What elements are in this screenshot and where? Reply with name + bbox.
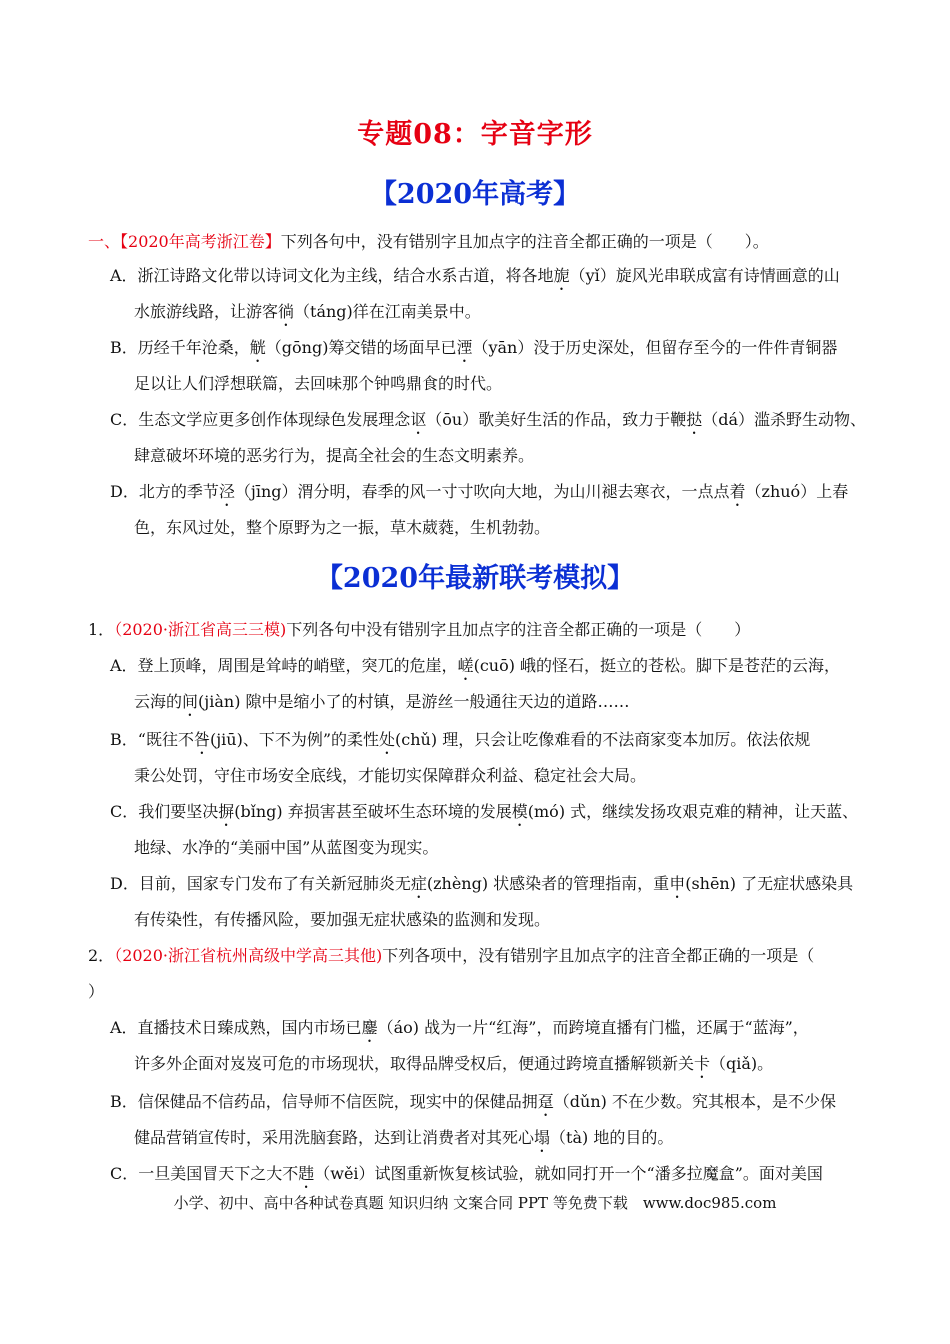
dotted-char: 泾	[218, 482, 235, 501]
q2-option-a-line2: 许多外企面对岌岌可危的市场现状，取得品牌受权后，便通过跨境直播解锁新关卡（qiǎ)。	[134, 1054, 774, 1073]
q0-option-d-line2: 色，东风过处，整个原野为之一振，草木葳蕤，生机勃勃。	[134, 518, 551, 537]
dotted-char: 趸	[537, 1092, 554, 1111]
section-heading-mock: 【2020年最新联考模拟】	[315, 563, 635, 594]
q1-option-a-line1: A．登上顶峰，周围是耸峙的峭壁，突兀的危崖，嵯(cuō) 峨的怪石，挺立的苍松。脚下是苍茫的云海，	[110, 656, 841, 675]
question-2-stem-cont: ）	[88, 982, 105, 1001]
question-text: 下列各句中没有错别字且加点字的注音全都正确的一项是（ ）	[286, 620, 751, 639]
q1-option-a-line2: 云海的间(jiàn) 隙中是缩小了的村镇，是游丝一般通往天边的道路……	[134, 692, 630, 711]
q1-option-c-line2: 地绿、水净的“美丽中国”从蓝图变为现实。	[134, 838, 439, 857]
question-0-stem	[88, 232, 769, 252]
q0-option-d-line1: D．北方的季节泾（jīng）渭分明，春季的风一寸寸吹向大地，为山川褪去寒衣，一点点着（zhuó）上春	[110, 482, 849, 501]
q1-option-d-line2: 有传染性，有传播风险，要加强无症状感染的监测和发现。	[134, 910, 551, 929]
section-heading-gaokao: 【2020年高考】	[369, 179, 581, 210]
dotted-char: 旎	[553, 266, 570, 285]
question-number: 1．	[88, 620, 115, 639]
dotted-char: 处	[379, 730, 396, 749]
q2-option-c-line1: C．一旦美国冒天下之大不韪（wěi）试图重新恢复核试验，就如同打开一个“潘多拉魔盒”。面对美国	[110, 1164, 823, 1183]
q2-option-a-line1: A．直播技术日臻成熟，国内市场已鏖（áo) 战为一片“红海”，而跨境直播有门槛，还属于“蓝海”，	[110, 1018, 809, 1037]
question-number: 一、	[88, 232, 121, 251]
question-text: 下列各项中，没有错别字且加点字的注音全都正确的一项是（	[382, 946, 815, 965]
dotted-char: 间	[182, 692, 199, 711]
page-footer[interactable]: 小学、初中、高中各种试卷真题 知识归纳 文案合同 PPT 等免费下载 www.doc985.com	[173, 1194, 777, 1212]
q1-option-b-line1: B．“既往不咎(jiū)、下不为例”的柔性处(chǔ) 理，只会让吃像难看的不法商家变本加厉。依法依规	[110, 730, 811, 749]
dotted-char: 摒	[218, 802, 235, 821]
q0-option-a-line1: A．浙江诗路文化带以诗词文化为主线，结合水系古道，将各地旎（yǐ）旋风光串联成富有诗情画意的山	[110, 266, 840, 285]
q0-option-b-line2: 足以让人们浮想联篇，去回味那个钟鸣鼎食的时代。	[134, 374, 503, 393]
dotted-char: 卡	[694, 1054, 711, 1073]
dotted-char: 申	[669, 874, 686, 893]
q2-option-b-line2: 健品营销宣传时，采用洗脑套路，达到让消费者对其死心塌（tà) 地的目的。	[134, 1128, 674, 1147]
document-title: 专题08：字音字形	[357, 119, 593, 150]
dotted-char: 模	[511, 802, 528, 821]
dotted-char: 嵯	[457, 656, 474, 675]
dotted-char: 鏖	[361, 1018, 378, 1037]
q0-option-b-line1: B．历经千年沧桑，觥（gōng)筹交错的场面早已湮（yān）没于历史深处，但留存至今的一件件青铜器	[110, 338, 838, 357]
dotted-char: 韪	[298, 1164, 315, 1183]
question-source: （2020·浙江省杭州高级中学高三其他)	[114, 946, 383, 965]
q1-option-c-line1: C．我们要坚决摒(bǐng) 弃损害甚至破坏生态环境的发展模(mó) 式，继续发扬攻艰克难的精神，让天蓝、	[110, 802, 859, 821]
q2-option-b-line1: B．信保健品不信药品，信导师不信医院，现实中的保健品拥趸（dǔn) 不在少数。究其根本，是不少保	[110, 1092, 836, 1111]
question-1-stem	[88, 620, 750, 640]
dotted-char: 塌	[534, 1128, 551, 1147]
dotted-char: 湮	[456, 338, 473, 357]
dotted-char: 讴	[410, 410, 427, 429]
question-source: 【2020年高考浙江卷】	[120, 232, 281, 251]
question-text: 下列各句中，没有错别字且加点字的注音全都正确的一项是（ ）。	[280, 232, 769, 251]
q0-option-c-line2: 肆意破坏环境的恶劣行为，提高全社会的生态文明素养。	[134, 446, 535, 465]
q0-option-a-line2: 水旅游线路，让游客徜（táng)徉在江南美景中。	[134, 302, 481, 321]
dotted-char: 觥	[249, 338, 266, 357]
dotted-char: 咎	[193, 730, 210, 749]
dotted-char: 症	[410, 874, 427, 893]
dotted-char: 徜	[278, 302, 295, 321]
dotted-char: 挞	[686, 410, 703, 429]
question-2-stem	[88, 946, 814, 966]
q1-option-d-line1: D．目前，国家专门发布了有关新冠肺炎无症(zhèng) 状感染者的管理指南，重申(shēn) 了无症状感染具	[110, 874, 854, 893]
q0-option-c-line1: C．生态文学应更多创作体现绿色发展理念讴（ōu）歌美好生活的作品，致力于鞭挞（dá）滥杀野生动物、	[110, 410, 867, 429]
q1-option-b-line2: 秉公处罚，守住市场安全底线，才能切实保障群众利益、稳定社会大局。	[134, 766, 647, 785]
question-number: 2．	[88, 946, 115, 965]
dotted-char: 着	[729, 482, 746, 501]
question-source: （2020·浙江省高三三模)	[114, 620, 287, 639]
